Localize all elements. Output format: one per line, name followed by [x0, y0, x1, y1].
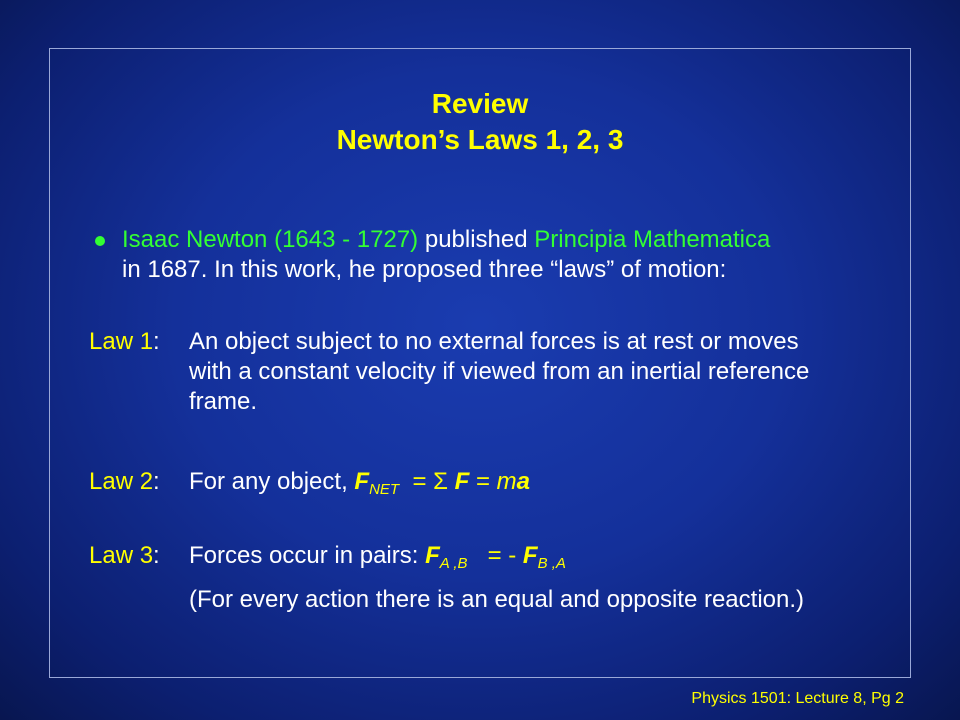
law3-formula: Forces occur in pairs: $F_{A ,B}$ = - $F_{B ,A}$	[189, 542, 566, 572]
law1-label: Law 1:	[89, 328, 160, 355]
bullet-icon	[95, 236, 105, 246]
law3-note: (For every action there is an equal and opposite reaction.)	[189, 586, 805, 613]
intro-line1	[122, 226, 770, 254]
law2-formula: For any object, $F_{NET} = \Sigma$ F = ma	[189, 468, 531, 498]
newton-name: Isaac Newton (1643 - 1727)	[122, 226, 419, 253]
slide-title-line1: Review	[431, 88, 529, 119]
published-text: published	[418, 226, 535, 253]
slide-title-line2: Newton’s Laws 1, 2, 3	[336, 124, 624, 155]
intro-line2: in 1687. In this work, he proposed three “laws” of motion:	[122, 256, 727, 283]
law1-line3: frame.	[189, 388, 258, 415]
law1-line1: An object subject to no external forces is at rest or moves	[189, 328, 799, 355]
work-title: Principia Mathematica	[534, 226, 771, 253]
law1-line2: with a constant velocity if viewed from an inertial reference	[189, 358, 810, 385]
law3-label: Law 3:	[89, 542, 160, 569]
slide-footer: Physics 1501: Lecture 8, Pg 2	[691, 690, 904, 707]
law2-label: Law 2:	[89, 468, 160, 495]
